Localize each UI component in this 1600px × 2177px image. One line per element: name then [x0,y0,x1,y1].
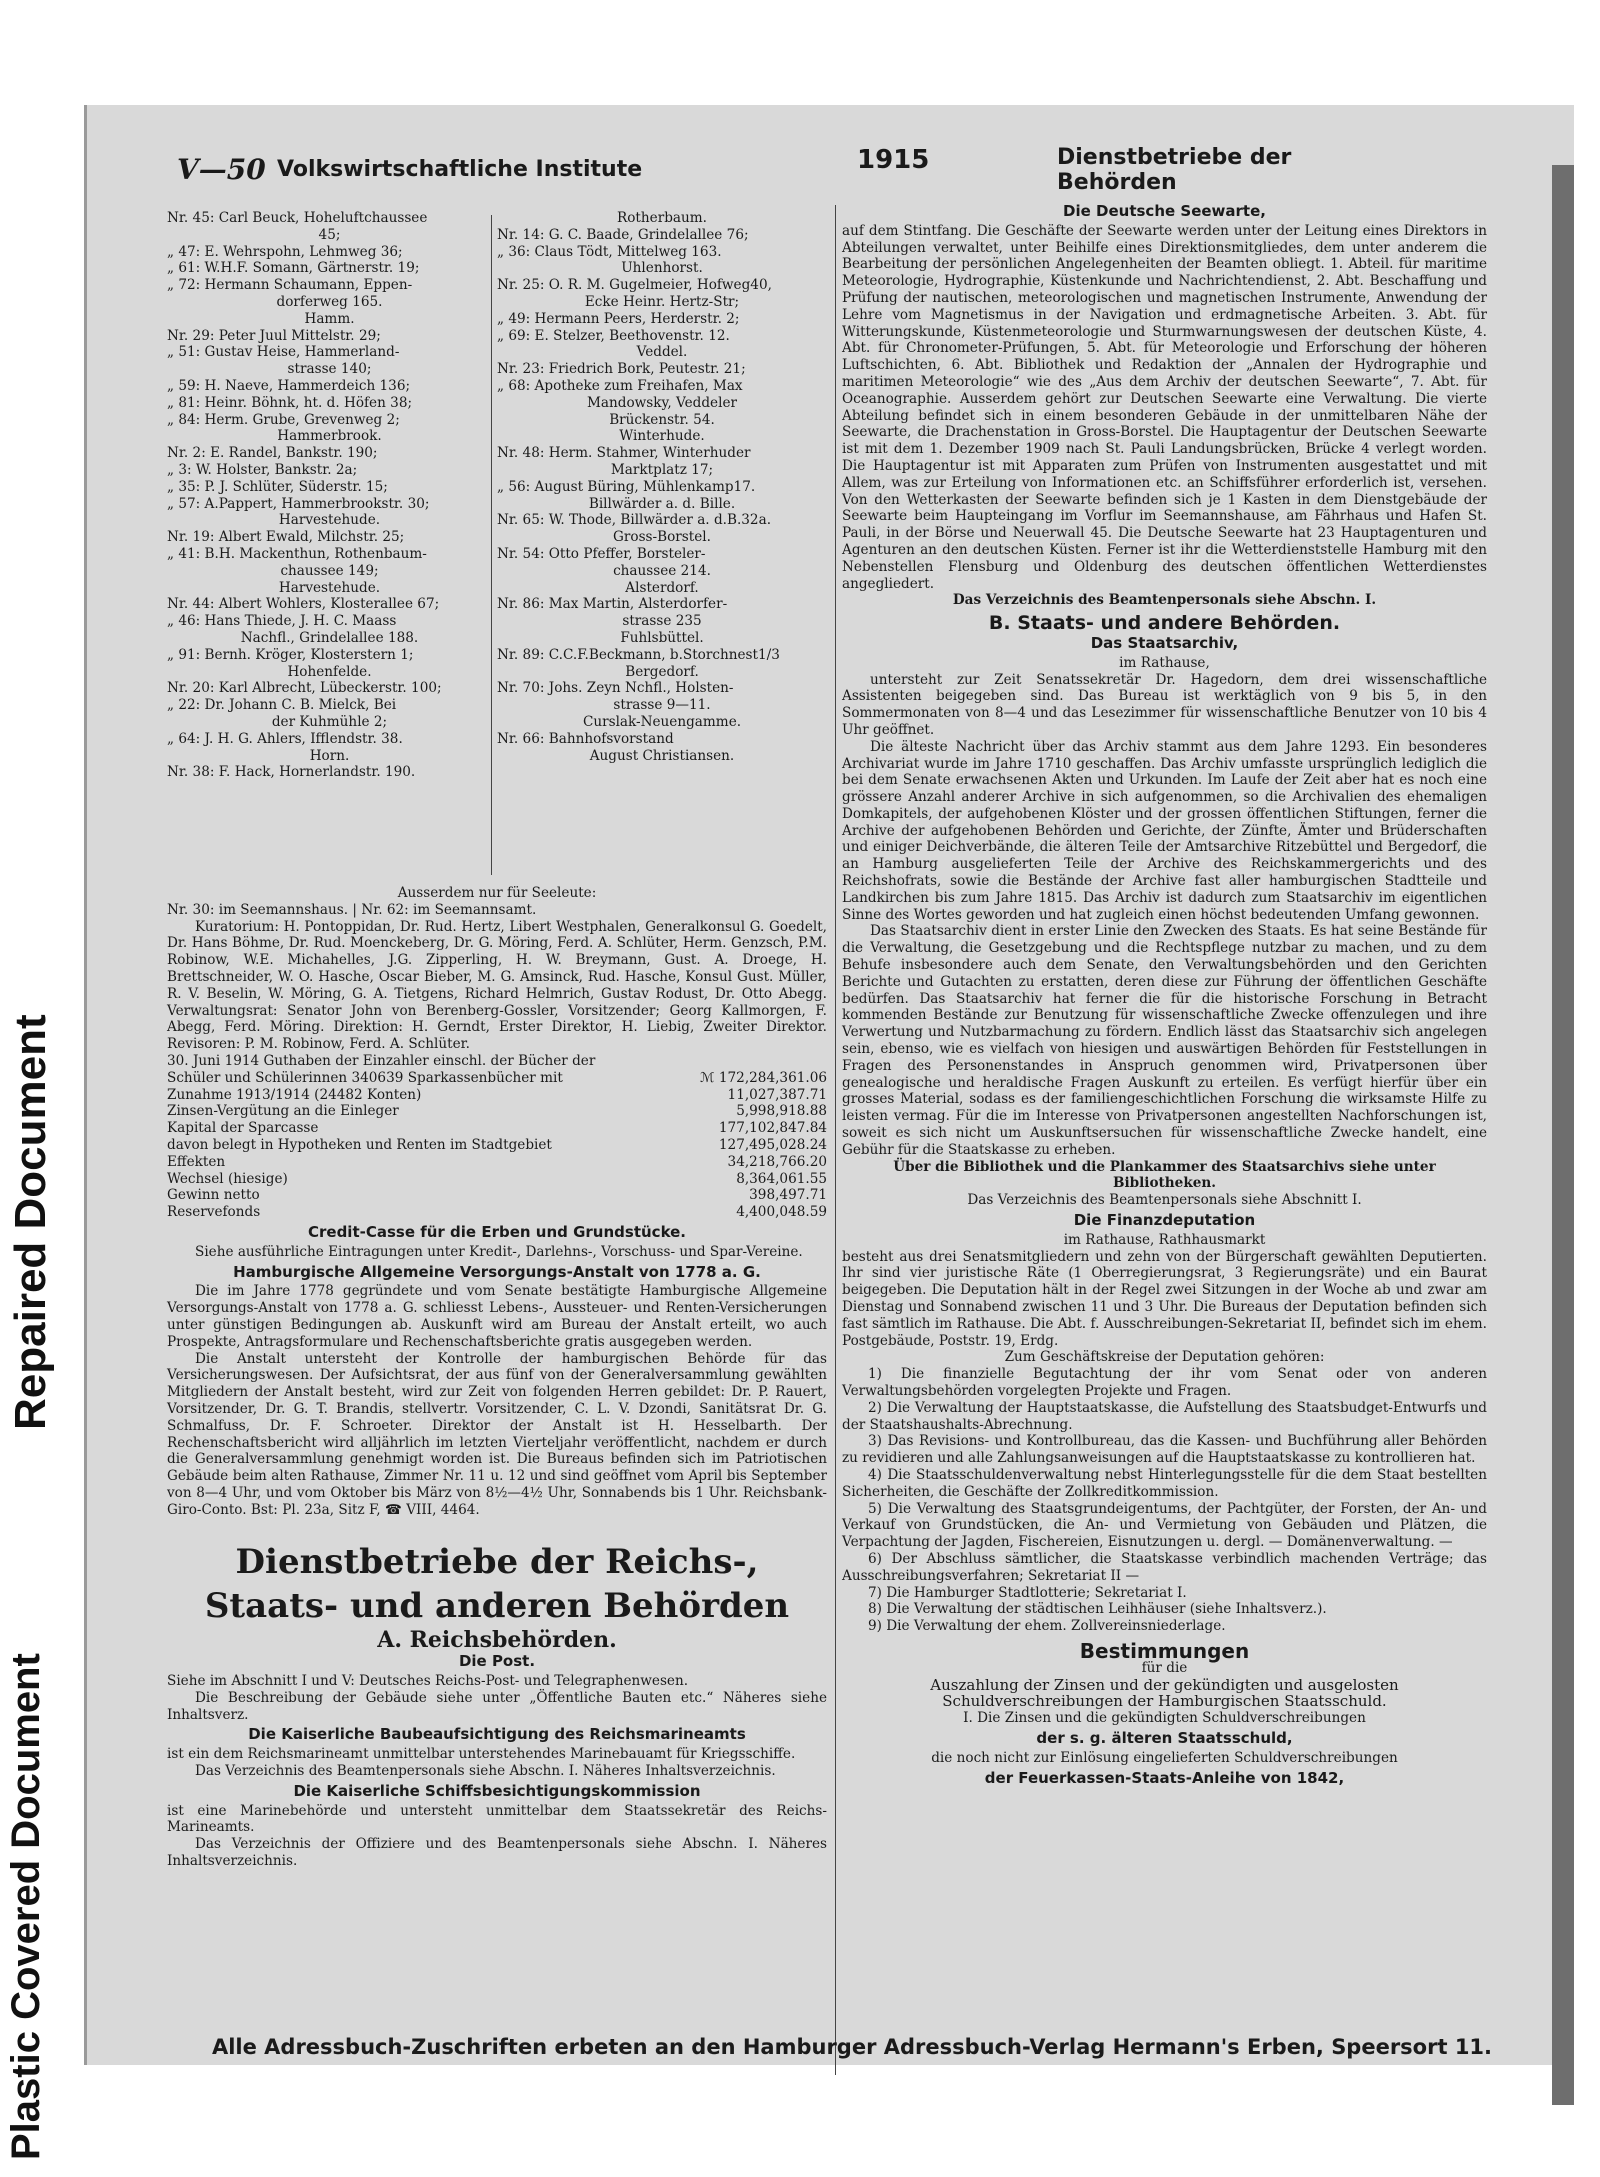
address-subline: Rotherbaum. [617,210,707,226]
address-entry: Nr. 70: Johs. Zeyn Nchfl., Holsten- [497,680,734,697]
page-header [157,145,1377,195]
list-item: 7) Die Hamburger Stadtlotterie; Sekretariat I. [868,1584,1187,1601]
list-item: 8) Die Verwaltung der städtischen Leihhäuser (siehe Inhaltsverz.). [868,1601,1327,1618]
address-entry: Nr. 45: Carl Beuck, Hoheluftchaussee [167,210,428,226]
header-right-title: Dienstbetriebe der Behörden [1057,145,1292,195]
address-entry: „ 84: Herm. Grube, Grevenweg 2; [167,411,400,428]
address-subline: Gross-Borstel. [613,529,711,546]
money-value: ℳ 172,284,361.06 [700,1069,827,1086]
column-divider-main [835,205,836,2075]
address-subline: Harvestehude. [278,512,381,529]
marine-text: ist ein dem Reichsmarineamt unmittelbar unterstehendes Marinebauamt für Kriegsschiffe. [167,1746,796,1763]
address-subline: Billwärder a. d. Bille. [588,495,736,512]
address-entry: „ 68: Apotheke zum Freihafen, Max [497,377,743,394]
seewarte-verzeichnis: Das Verzeichnis des Beamtenpersonals siehe Abschn. I. [952,592,1377,609]
money-row [167,1120,827,1137]
address-subline: Veddel. [636,344,688,361]
address-entry: Nr. 19: Albert Ewald, Milchstr. 25; [167,529,405,546]
address-entry: Nr. 44: Albert Wohlers, Klosterallee 67; [167,596,440,613]
post-text: Siehe im Abschnitt I und V: Deutsches Reichs-Post- und Telegraphenwesen. [167,1673,689,1690]
kuratorium-text: Kuratorium: H. Pontoppidan, Dr. Rud. Hertz, Libert Westphalen, Generalkonsul G. Goedelt, Dr. Hans Böhme, Dr. Rud. Moenckeberg, Dr. G. Möring, Ferd. A. Schlüter, Herm. Genzsch, P.M. Robinow, W.E. Michahelles, J.G. Zipperling, H. W. Breymann, Gust. A. Droege, H. Brettschneider, W. O. Hasche, Oscar Bieber, M. G. Amsinck, Rud. Hasche, Konsul Gust. Müller, R. V. Beselin, W. Möring, G. A. Tietgens, Richard Helmrich, Gustav Rodust, Dr. Otto Abegg. Verwaltungsrat: Senator John von Berenberg-Gossler, Vorsitzender; Georg Kallmorgen, F. Abegg, Ferd. Möring. Direktion: H. Gerndt, Erster Direktor, H. Liebig, Zweiter Direktor. Revisoren: P. M. Robinow, Ferd. A. Schlüter. [167,918,827,1053]
address-entry: „ 57: A.Pappert, Hammerbrookstr. 30; [167,495,430,512]
money-value: 398,497.71 [749,1187,827,1204]
address-subline: Bergedorf. [625,663,699,680]
money-label: Effekten [167,1153,226,1170]
list-item: 2) Die Verwaltung der Hauptstaatskasse, die Aufstellung des Staatsbudget-Entwurfs und der Staatshaushalts-Abrechnung. [842,1399,1487,1433]
bestimmungen-heading: Bestimmungen [1079,1638,1250,1663]
left-lower-section [167,885,827,1870]
address-subline: 45; [318,226,341,243]
finanzdeputation-location: im Rathause, Rathhausmarkt [1063,1231,1266,1248]
money-row [167,1087,827,1104]
finanzdeputation-list [842,1366,1487,1635]
staatsarchiv-location: im Rathause, [1119,654,1210,671]
money-value: 4,400,048.59 [736,1204,827,1221]
address-entry: „ 22: Dr. Johann C. B. Mielck, Bei [167,697,397,714]
main-title-line-2: Staats- und anderen Behörden [204,1586,790,1627]
scanned-page [84,105,1574,2065]
address-entry: Nr. 23: Friedrich Bork, Peutestr. 21; [497,361,746,378]
address-list-column-2 [497,210,827,764]
post-heading: Die Post. [458,1652,536,1671]
seeleute-line: Nr. 30: im Seemannshaus. | Nr. 62: im Seemannsamt. [167,901,537,918]
money-label: Wechsel (hiesige) [167,1170,288,1187]
staatsarchiv-heading: Das Staatsarchiv, [1090,633,1239,652]
section-b-heading: B. Staats- und andere Behörden. [988,612,1341,635]
money-row [167,1070,827,1087]
address-entry: Nr. 65: W. Thode, Billwärder a. d.B.32a. [497,512,772,529]
credit-casse-text: Siehe ausführliche Eintragungen unter Kredit-, Darlehns-, Vorschuss- und Spar-Vereine. [195,1243,803,1260]
list-item: 1) Die finanzielle Begutachtung der ihr vom Senat oder von anderen Verwaltungsbehörden vorgelegten Projekte und Fragen. [842,1366,1487,1399]
address-subline: strasse 235 [622,613,702,630]
address-entry: „ 72: Hermann Schaumann, Eppen- [167,277,413,294]
list-item: 4) Die Staatsschuldenverwaltung nebst Hinterlegungsstelle für die dem Staat bestellten Sicherheiten, die Geschäfte der Zollkreditkommission. [842,1466,1487,1500]
list-item: 3) Das Revisions- und Kontrollbureau, das die Kassen- und Buchführung aller Behörden zu revidieren und alle Zahlungsanweisungen auf die Hauptstaatskasse zu kontrollieren hat. [842,1433,1487,1467]
money-row [167,1154,827,1171]
address-entry: Nr. 20: Karl Albrecht, Lübeckerstr. 100; [167,680,442,697]
money-label: Zinsen-Vergütung an die Einleger [167,1103,399,1120]
list-item: 6) Der Abschluss sämtlicher, die Staatskasse verbindlich machenden Verträge; das Ausschreibungsverfahren; Sekretariat II — [842,1550,1487,1584]
money-row [167,1171,827,1188]
staatsarchiv-text-1: untersteht zur Zeit Senatssekretär Dr. Hagedorn, dem drei wissenschaftliche Assistenten beigegeben sind. Das Bureau ist werktäglich von 9 bis 5, in den Sommermonaten von 8—4 und das Lesezimmer für wissenschaftliche Benutzer von 10 bis 4 Uhr geöffnet. [842,671,1487,738]
address-subline: Harvestehude. [278,579,381,596]
address-subline: August Christiansen. [589,747,735,764]
money-label: Gewinn netto [167,1187,260,1204]
money-value: 127,495,028.24 [718,1136,827,1153]
seewarte-heading: Die Deutsche Seewarte, [1063,202,1266,220]
finanzdeputation-heading: Die Finanzdeputation [1073,1211,1256,1230]
schiff-text-2: Das Verzeichnis der Offiziere und des Beamtenpersonals siehe Abschn. I. Näheres Inhaltsverzeichnis. [167,1836,827,1870]
money-row [167,1187,827,1204]
address-entry: Nr. 54: Otto Pfeffer, Borsteler- [497,545,706,562]
address-entry: „ 41: B.H. Mackenthun, Rothenbaum- [167,545,427,562]
money-label: davon belegt in Hypotheken und Renten im Stadtgebiet [167,1136,552,1153]
address-entry: „ 69: E. Stelzer, Beethovenstr. 12. [497,327,730,344]
address-subline: Nachfl., Grindelallee 188. [240,629,419,646]
bestimmungen-feuerkasse: der Feuerkassen-Staats-Anleihe von 1842, [984,1768,1345,1787]
money-row [167,1103,827,1120]
schiff-heading: Die Kaiserliche Schiffsbesichtigungskommission [293,1781,701,1800]
address-entry: Nr. 48: Herm. Stahmer, Winterhuder [497,445,751,462]
address-entry: „ 47: E. Wehrspohn, Lehmweg 36; [167,243,403,260]
address-list-column-1 [167,210,492,781]
address-subline: strasse 9—11. [613,697,711,714]
page-edge [1552,165,1574,2105]
staatsarchiv-verzeichnis: Das Verzeichnis des Beamtenpersonals siehe Abschnitt I. [967,1192,1362,1209]
address-entry: „ 81: Heinr. Böhnk, ht. d. Höfen 38; [167,394,413,411]
list-item: 9) Die Verwaltung der ehem. Zollvereinsniederlage. [868,1618,1226,1635]
address-entry: „ 51: Gustav Heise, Hammerland- [167,344,400,361]
address-entry: „ 64: J. H. G. Ahlers, Ifflendstr. 38. [167,730,403,747]
address-entry: Nr. 38: F. Hack, Hornerlandstr. 190. [167,764,416,781]
post-text-2: Die Beschreibung der Gebäude siehe unter „Öffentliche Bauten etc.“ Näheres siehe Inhaltsverz. [167,1689,827,1723]
address-subline: chaussee 214. [613,562,711,579]
address-entry: Nr. 14: G. C. Baade, Grindelallee 76; [497,226,749,243]
address-subline: Hamm. [304,310,355,327]
address-subline: Uhlenhorst. [621,260,703,277]
bestimmungen-aeltere: der s. g. älteren Staatsschuld, [1036,1728,1293,1747]
money-value: 5,998,918.88 [736,1103,827,1120]
page-footer: Alle Adressbuch-Zuschriften erbeten an den Hamburger Adressbuch-Verlag Hermann's Erben, Speersort 11. [211,2035,1493,2059]
money-value: 8,364,061.55 [736,1170,827,1187]
money-label: Kapital der Sparcasse [167,1120,319,1137]
archive-stamp [0,860,60,2160]
address-subline: Horn. [309,747,350,764]
seewarte-text: auf dem Stintfang. Die Geschäfte der Seewarte werden unter der Leitung eines Direktors in Abteilungen verwaltet, unter Beihilfe eines Direktionsmitgliedes, dem unter anderem die Bearbeitung der persönlichen Angelegenheiten der Beamten obliegt. 1. Abteil. für maritime Meteorologie, Hydrographie, Küstenkunde und Nachrichtendienst, 2. Abt. Beschaffung und Prüfung der nautischen, meteorologischen und magnetischen Instrumente, Anwendung der Lehre vom Magnetismus in der Navigation und erdmagnetische Arbeiten. 3. Abt. für Witterungskunde, Küstenmeteorologie und Sturmwarnungswesen der deutschen Küste, 4. Abt. für Chronometer-Prüfungen, 5. Abt. für Meteorologie und Erforschung der höheren Luftschichten, 6. Abt. Bibliothek und Redaktion der „Annalen der Hydrographie und maritimen Meteorologie“ wie des „Aus dem Archiv der deutschen Seewarte“, 7. Abt. für Oceanographie. Ausserdem gehört zur Deutschen Seewarte eine Verwaltung. Die vierte Abteilung befindet sich in einem besonderen Gebäude in der unmittelbaren Nähe der Seewarte, die Drachenstation in Gross-Borstel. Die Hauptagentur der Deutschen Seewarte ist mit dem 1. Dezember 1909 nach St. Pauli Landungsbrücken, Brücke 4 verlegt worden. Die Hauptagentur ist mit Apparaten zum Prüfen von Instrumenten ausgestattet und mit Allem, was zur Erteilung von Informationen etc. an Schiffsführer erforderlich ist, versehen. Von den Wetterkasten der Seewarte befinden sich je 1 Kasten in dem Dienstgebäude der Seewarte beim Haupteingang im Vorflur im Seemannshause, am Fährhaus und Hafen St. Pauli, in der Börse und Neuerwall 45. Die Deutsche Seewarte hat 23 Hauptagenturen und Agenturen an den deutschen Küsten. Ferner ist ihr die Wetterdienststelle Hamburg mit den Nebenstellen Flensburg und Oldenburg des deutschen öffentlichen Wetterdienstes angegliedert. [842,222,1487,592]
address-entry: „ 35: P. J. Schlüter, Süderstr. 15; [167,478,388,495]
address-entry: „ 61: W.H.F. Somann, Gärtnerstr. 19; [167,260,420,277]
marine-heading: Die Kaiserliche Baubeaufsichtigung des Reichsmarineamts [248,1725,746,1744]
main-title-line-1: Dienstbetriebe der Reichs-, [235,1542,759,1583]
address-subline: Brückenstr. 54. [609,411,715,428]
address-subline: Fuhlsbüttel. [620,629,704,646]
address-subline: Marktplatz 17; [610,461,714,478]
finanzdeputation-intro: Zum Geschäftskreise der Deputation gehören: [1004,1349,1325,1366]
finanzdeputation-text: besteht aus drei Senatsmitgliedern und zehn von der Bürgerschaft gewählten Deputierten. Ihr sind vier juristische Räte (1 Oberregierungsrat, 3 Regierungsräte) und ein Baurat beigegeben. Die Deputation hält in der Regel zwei Sitzungen in der Woche ab und zwar am Dienstag und Sonnabend zwischen 11 und 3 Uhr. Die Bureaus der Deputation befinden sich fast sämtlich im Rathause. Die Abt. f. Ausschreibungen-Sekretariat II, befindet sich im ehem. Postgebäude, Poststr. 19, Erdg. [842,1248,1487,1349]
money-row [167,1204,827,1221]
page-number: V—50 [177,153,266,186]
staatsarchiv-text-2: Die älteste Nachricht über das Archiv stammt aus dem Jahre 1293. Ein besonderes Archivariat wurde im Jahre 1710 geschaffen. Das Archiv umfasste ursprünglich lediglich die bei dem Senate erwachsenen Akten und Urkunden. Im Laufe der Zeit aber hat es noch eine grössere Anzahl anderer Archive in sich aufgenommen, so die Archivalien des ehemaligen Domkapitels, der aufgehobenen Klöster und der grossen öffentlichen Stiftungen, ferner die Archive der aufgehobenen Behörden und Gerichte, der Zünfte, Ämter und Brüderschaften und einiger Deichverbände, die älteren Teile der Amtsarchive Ritzebüttel und Bergedorf, die an Hamburg ausgelieferten Teile der Archive des Reichskammergerichts und des Reichshofrats, sowie die Bestände der Archive fast aller hamburgischen Stadtteile und Landkirchen bis zum Jahre 1815. Das Archiv ist dadurch zum Staatsarchiv im eigentlichen Sinne des Wortes geworden und hat zugleich einen höchst bedeutenden Umfang gewonnen. [842,738,1487,923]
address-subline: strasse 140; [287,361,372,378]
bestimmungen-noch: die noch nicht zur Einlösung eingelieferten Schuldverschreibungen [931,1749,1398,1766]
bestimmungen-fuer: für die [1141,1659,1188,1676]
address-entry: „ 49: Hermann Peers, Herderstr. 2; [497,310,740,327]
address-entry: Nr. 86: Max Martin, Alsterdorfer- [497,596,728,613]
money-label: Schüler und Schülerinnen 340639 Sparkassenbücher mit [167,1069,563,1086]
money-table [167,1070,827,1221]
address-entry: „ 46: Hans Thiede, J. H. C. Maass [167,613,397,630]
address-entry: Nr. 29: Peter Juul Mittelstr. 29; [167,327,381,344]
address-entry: „ 91: Bernh. Kröger, Klosterstern 1; [167,646,414,663]
versorgung-text-1: Die im Jahre 1778 gegründete und vom Senate bestätigte Hamburgische Allgemeine Versorgungs-Anstalt von 1778 a. G. schliesst Lebens-, Aussteuer- und Renten-Versicherungen unter günstigen Bedingungen ab. Auskunft wird am Bureau der Anstalt erteilt, wo auch Prospekte, Antragsformulare und Rechenschaftsberichte gratis ausgegeben werden. [167,1283,827,1350]
money-value: 177,102,847.84 [718,1120,827,1137]
address-entry: „ 56: August Büring, Mühlenkamp17. [497,478,756,495]
address-subline: dorferweg 165. [276,293,383,310]
marine-text-2: Das Verzeichnis des Beamtenpersonals siehe Abschn. I. Näheres Inhaltsverzeichnis. [195,1763,776,1780]
right-column [842,200,1487,1789]
address-entry: „ 36: Claus Tödt, Mittelweg 163. [497,243,722,260]
money-label: Zunahme 1913/1914 (24482 Konten) [167,1086,422,1103]
bestimmungen-subtitle: Auszahlung der Zinsen und der gekündigten und ausgelosten Schuldverschreibungen der Hamburgischen Staatsschuld. [930,1675,1399,1711]
header-year: 1915 [857,145,930,175]
guthaben-intro: 30. Juni 1914 Guthaben der Einzahler einschl. der Bücher der [167,1052,596,1069]
bestimmungen-i: I. Die Zinsen und die gekündigten Schuldverschreibungen [963,1710,1366,1727]
address-subline: der Kuhmühle 2; [271,713,388,730]
money-label: Reservefonds [167,1204,261,1221]
list-item: 5) Die Verwaltung des Staatsgrundeigentums, der Pachtgüter, der Forsten, der An- und Verkauf von Grundstücken, die An- und Vermietung von Gebäuden und Plätzen, die Verpachtung der Jagden, Fischereien, Eisnutzungen u. dergl. — Domänenverwaltung. — [842,1500,1487,1551]
versorgung-text-2: Die Anstalt untersteht der Kontrolle der hamburgischen Behörde für das Versicherungswesen. Der Aufsichtsrat, der aus fünf von der Generalversammlung gewählten Mitgliedern der Anstalt besteht, wird zur Zeit von folgenden Herren gebildet: Dr. P. Rauert, Vorsitzender, Dr. G. T. Brandis, stellvertr. Vorsitzender, C. L. V. Dzondi, Sanitätsrat Dr. G. Schmalfuss, Dr. F. Schroeter. Direktor der Anstalt ist H. Hesselbarth. Der Rechenschaftsbericht wird alljährlich im letzten Vierteljahr veröffentlicht, nachdem er durch die Generalversammlung genehmigt worden ist. Die Bureaus befinden sich im Patriotischen Gebäude beim alten Rathause, Zimmer Nr. 11 u. 12 und sind geöffnet vom April bis September von 8—4 Uhr, und vom Oktober bis März von 8½—4½ Uhr, Sonnabends bis 1 Uhr. Reichsbank-Giro-Conto. Bst: Pl. 23a, Sitz F, ☎ VIII, 4464. [167,1350,827,1518]
money-row [167,1137,827,1154]
address-entry: Nr. 25: O. R. M. Gugelmeier, Hofweg40, [497,277,772,294]
address-subline: Hammerbrook. [277,428,382,445]
staatsarchiv-bibliothek: Über die Bibliothek und die Plankammer des Staatsarchivs siehe unter Bibliotheken. [893,1158,1436,1192]
plastic-covered-stamp: Plastic Covered Document [4,1653,48,2160]
address-subline: Ecke Heinr. Hertz-Str; [584,293,740,310]
credit-casse-heading: Credit-Casse für die Erben und Grundstücke. [307,1222,687,1241]
address-subline: Winterhude. [619,428,705,445]
address-entry: Nr. 2: E. Randel, Bankstr. 190; [167,445,378,462]
staatsarchiv-text-3: Das Staatsarchiv dient in erster Linie den Zwecken des Staats. Es hat seine Bestände für die Verwaltung, die Gesetzgebung und die Rechtspflege nutzbar zu machen, und zu dem Behufe insbesondere auch dem Senate, den Verwaltungsbehörden und den Gerichten Berichte und Gutachten zu erstatten, deren diese zur Führung der öffentlichen Geschäfte bedürfen. Das Staatsarchiv hat ferner die für die historische Forschung in Betracht kommenden Bestände zur Benutzung für wissenschaftliche Zwecke offenzulegen und ihre Verwertung und Nutzbarmachung zu fördern. Endlich lässt das Staatsarchiv sich angelegen sein, ebenso, wie es vielfach von hiesigen und auswärtigen Behörden für Feststellungen in Fragen des Personenstandes in Anspruch genommen wird, Privatpersonen über genealogische und heraldische Fragen Auskunft zu erteilen. Es verfügt hierfür über ein grosses Material, sodass es der familiengeschichtlichen Forschung die wirksamste Hilfe zu leisten vermag. Für die im Interesse von Privatpersonen angestellten Nachforschungen ist, soweit es sich nicht um Auskunftsersuchen für wissenschaftliche Zwecke handelt, eine Gebühr für die Staatskasse zu erheben. [842,923,1487,1158]
schiff-text: ist eine Marinebehörde und untersteht unmittelbar dem Staatssekretär des Reichs-Marineamts. [167,1802,827,1836]
seeleute-heading: Ausserdem nur für Seeleute: [397,885,597,901]
money-value: 34,218,766.20 [727,1153,827,1170]
address-subline: Hohenfelde. [287,663,372,680]
address-entry: „ 3: W. Holster, Bankstr. 2a; [167,461,358,478]
address-entry: Nr. 89: C.C.F.Beckmann, b.Storchnest1/3 [497,646,780,663]
money-value: 11,027,387.71 [727,1086,827,1103]
section-a-heading: A. Reichsbehörden. [377,1627,617,1654]
address-subline: Mandowsky, Veddeler [587,394,737,411]
header-left-title: Volkswirtschaftliche Institute [277,157,643,182]
address-subline: chaussee 149; [280,562,379,579]
versorgung-heading: Hamburgische Allgemeine Versorgungs-Anstalt von 1778 a. G. [233,1262,761,1281]
address-entry: Nr. 66: Bahnhofsvorstand [497,730,674,747]
repaired-document-stamp: Repaired Document [6,1014,55,1430]
address-subline: Alsterdorf. [625,579,699,596]
address-entry: „ 59: H. Naeve, Hammerdeich 136; [167,377,411,394]
address-subline: Curslak-Neuengamme. [582,713,742,730]
